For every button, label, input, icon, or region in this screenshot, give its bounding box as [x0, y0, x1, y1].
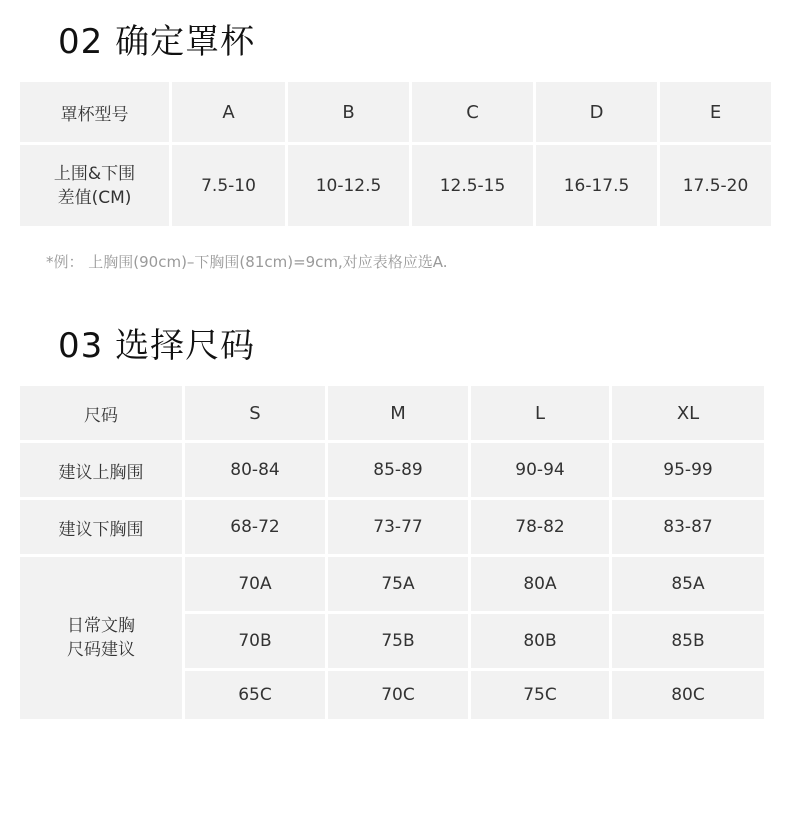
- cup-range-b: 10-12.5: [288, 145, 409, 226]
- size-header-l: L: [471, 386, 609, 440]
- cup-range-d: 16-17.5: [536, 145, 657, 226]
- upper-bust-m: 85-89: [328, 443, 468, 497]
- bra-size-cell: 80A: [471, 557, 609, 611]
- size-header-label: 尺码: [20, 386, 182, 440]
- cup-example-note: *例： 上胸围(90cm)–下胸围(81cm)=9cm,对应表格应选A.: [46, 253, 448, 271]
- cup-difference-label: 上围&下围 差值(CM): [20, 145, 169, 226]
- bra-size-cell: 70C: [328, 671, 468, 719]
- cup-header-e: E: [660, 82, 771, 142]
- bra-size-cell: 65C: [185, 671, 325, 719]
- under-bust-xl: 83-87: [612, 500, 764, 554]
- under-bust-m: 73-77: [328, 500, 468, 554]
- size-header-xl: XL: [612, 386, 764, 440]
- bra-size-cell: 85A: [612, 557, 764, 611]
- section-title-size: 03 选择尺码: [58, 326, 256, 366]
- section-title-cup: 02 确定罩杯: [58, 22, 256, 62]
- cup-range-a: 7.5-10: [172, 145, 285, 226]
- bra-size-cell: 75B: [328, 614, 468, 668]
- upper-bust-xl: 95-99: [612, 443, 764, 497]
- bra-size-cell: 70A: [185, 557, 325, 611]
- bra-size-label: 日常文胸 尺码建议: [20, 557, 182, 719]
- bra-size-cell: 85B: [612, 614, 764, 668]
- under-bust-label: 建议下胸围: [20, 500, 182, 554]
- bra-size-cell: 80C: [612, 671, 764, 719]
- upper-bust-s: 80-84: [185, 443, 325, 497]
- cup-range-e: 17.5-20: [660, 145, 771, 226]
- cup-header-c: C: [412, 82, 533, 142]
- bra-size-cell: 70B: [185, 614, 325, 668]
- size-header-m: M: [328, 386, 468, 440]
- cup-header-b: B: [288, 82, 409, 142]
- cup-range-c: 12.5-15: [412, 145, 533, 226]
- bra-size-cell: 75A: [328, 557, 468, 611]
- cup-table: [20, 82, 768, 226]
- upper-bust-l: 90-94: [471, 443, 609, 497]
- size-table: [20, 386, 768, 719]
- bra-size-cell: 80B: [471, 614, 609, 668]
- under-bust-s: 68-72: [185, 500, 325, 554]
- cup-header-d: D: [536, 82, 657, 142]
- cup-header-label: 罩杯型号: [20, 82, 169, 142]
- bra-size-cell: 75C: [471, 671, 609, 719]
- cup-header-a: A: [172, 82, 285, 142]
- size-header-s: S: [185, 386, 325, 440]
- upper-bust-label: 建议上胸围: [20, 443, 182, 497]
- under-bust-l: 78-82: [471, 500, 609, 554]
